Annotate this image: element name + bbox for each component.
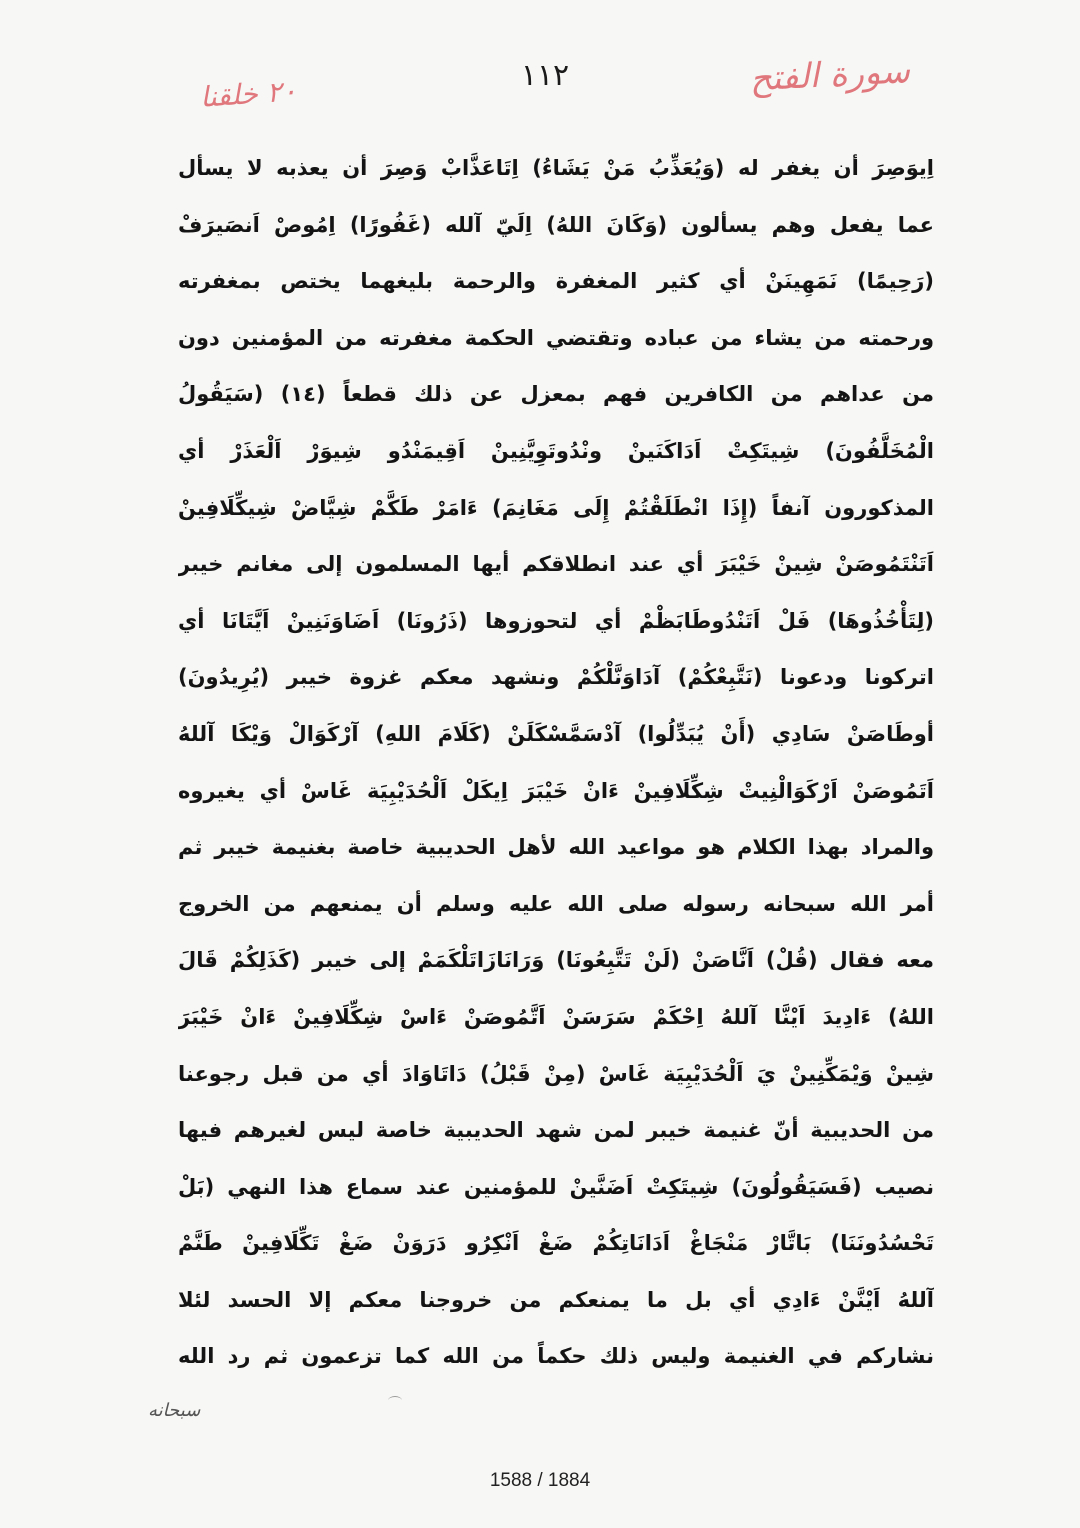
text-line: من عداهم من الكافرين فهم بمعزل عن ذلك قطعاً (١٤) (سَيَقُولُ xyxy=(178,382,934,407)
page-number: ١١٢ xyxy=(520,58,570,93)
text-line: عما يفعل وهم يسألون (وَكَانَ اللهُ) اِلَيّ آلله (غَفُورًا) اِمُوصْ اَنصَيرَفْ xyxy=(178,212,934,237)
text-line: والمراد بهذا الكلام هو مواعيد الله لأهل الحديبية خاصة بغنيمة خيبر ثم xyxy=(178,835,934,860)
text-line: (لِتَأْخُذُوهَا) فَلْ اَتَنْدُوطَابَظْمْ أي لتحوزوها (ذَرُونَا) اَضَاوَنَنِينْ اَيَّتَانَا أي xyxy=(178,608,934,633)
text-line: آللهُ اَيْنَّنْ ءَادِي أي بل ما يمنعكم من خروجنا معكم إلا الحسد لئلا xyxy=(178,1287,934,1312)
text-line: (رَحِيمًا) نَمَهِينَنْ أي كثير المغفرة والرحمة بليغهما يختص بمغفرته xyxy=(178,269,934,294)
text-line: اِيوَصِرَ أن يغفر له (وَيُعَذِّبُ مَنْ يَشَاءُ) اِتَاعَذَّابْ وَصِرَ أن يعذبه لا يسأل xyxy=(178,156,934,180)
text-line: ورحمته من يشاء من عباده وتقتضي الحكمة مغفرته من المؤمنين دون xyxy=(178,325,934,350)
pencil-mark xyxy=(388,1396,402,1405)
text-line: نشاركم في الغنيمة وليس ذلك حكماً من الله كما تزعمون ثم رد الله xyxy=(178,1344,934,1369)
text-line: الْمُخَلَّفُونَ) شِيتَكِتْ اَدَاكَنَينْ ونْدُوتَوِيَّنِينْ اَقِيمَنْدُو شِيوَرْ اَلْعَذَرْ أي xyxy=(178,438,934,463)
text-line: تَحْسُدُونَنَا) بَاتَّارْ مَنْجَاغْ اَدَانَاتِكُمْ ضَغْ اَنْكِرُو دَرَوَنْ ضَغْ تَكِّلَافِينْ طَنَّمْ xyxy=(178,1231,934,1256)
margin-note-khalaqna: ٢٠ خلقنا xyxy=(199,74,298,114)
text-line: اللهُ) ءَادِيدَ اَيْنَّا آللهُ اِحْكَمْ سَرَسَنْ اَتَّمُوصَنْ ءَاسْ شِكِّلَافِينْ ءَانْ خَيْبَرَ xyxy=(178,1004,934,1029)
body-text xyxy=(178,140,934,1385)
text-line: معه فقال (قُلْ) اَنَّاصَنْ (لَنْ تَتَّبِعُونَا) وَرَانَازَاتَلْكَمَمْ إلى خيبر (كَذَلِكُمْ قَالَ xyxy=(178,948,934,973)
page-counter: 1588 / 1884 xyxy=(489,1470,591,1491)
text-line: المذكورون آنفاً (إِذَا انْطَلَقْتُمْ إِلَى مَغَانِمَ) ءَامَرْ طَكَّمْ شِيَّاضْ شِيكِّلَافِينْ xyxy=(178,495,934,520)
text-line: اَتَمُوصَنْ اَرْكَوَالْنِيتْ شِكِّلَافِينْ ءَانْ خَيْبَرَ اِيكَلْ اَلْحُدَيْبِيَة غَاسْ أي يغيروه xyxy=(178,778,934,803)
text-line: من الحديبية أنّ غنيمة خيبر لمن شهد الحديبية خاصة ليس لغيرهم فيها xyxy=(178,1118,934,1143)
text-line: شِينْ وَيْمَكِّنِينْ يَ اَلْحُدَيْبِيَة غَاسْ (مِنْ قَبْلُ) دَاتَاوَادَ أي من قبل رجوعنا xyxy=(178,1061,934,1086)
text-line: أوطَاصَنْ سَادِي (أَنْ يُبَدِّلُوا) آدْسَمَّسْكَلَنْ (كَلَامَ اللهِ) آرْكَوَالْ وَيْكَا آللهُ xyxy=(178,721,934,746)
text-line: نصيب (فَسَيَقُولُونَ) شِيتَكِتْ اَضَنَّينْ للمؤمنين عند سماع هذا النهي (بَلْ xyxy=(178,1174,934,1199)
margin-note-surah-title: سورة الفتح xyxy=(748,51,911,100)
text-line: اَتَنْتَمُوصَنْ شِينْ خَيْبَرَ أي عند انطلاقكم أيها المسلمون إلى مغانم خيبر xyxy=(178,552,934,577)
text-line: اتركونا ودعونا (نَتَّبِعْكُمْ) آدَاوَنَّلْكُمْ ونشهد معكم غزوة خيبر (يُرِيدُونَ) xyxy=(178,665,934,690)
catchword: سبحانه xyxy=(148,1400,201,1421)
text-line: أمر الله سبحانه رسوله صلى الله عليه وسلم أن يمنعهم من الخروج xyxy=(178,891,934,916)
